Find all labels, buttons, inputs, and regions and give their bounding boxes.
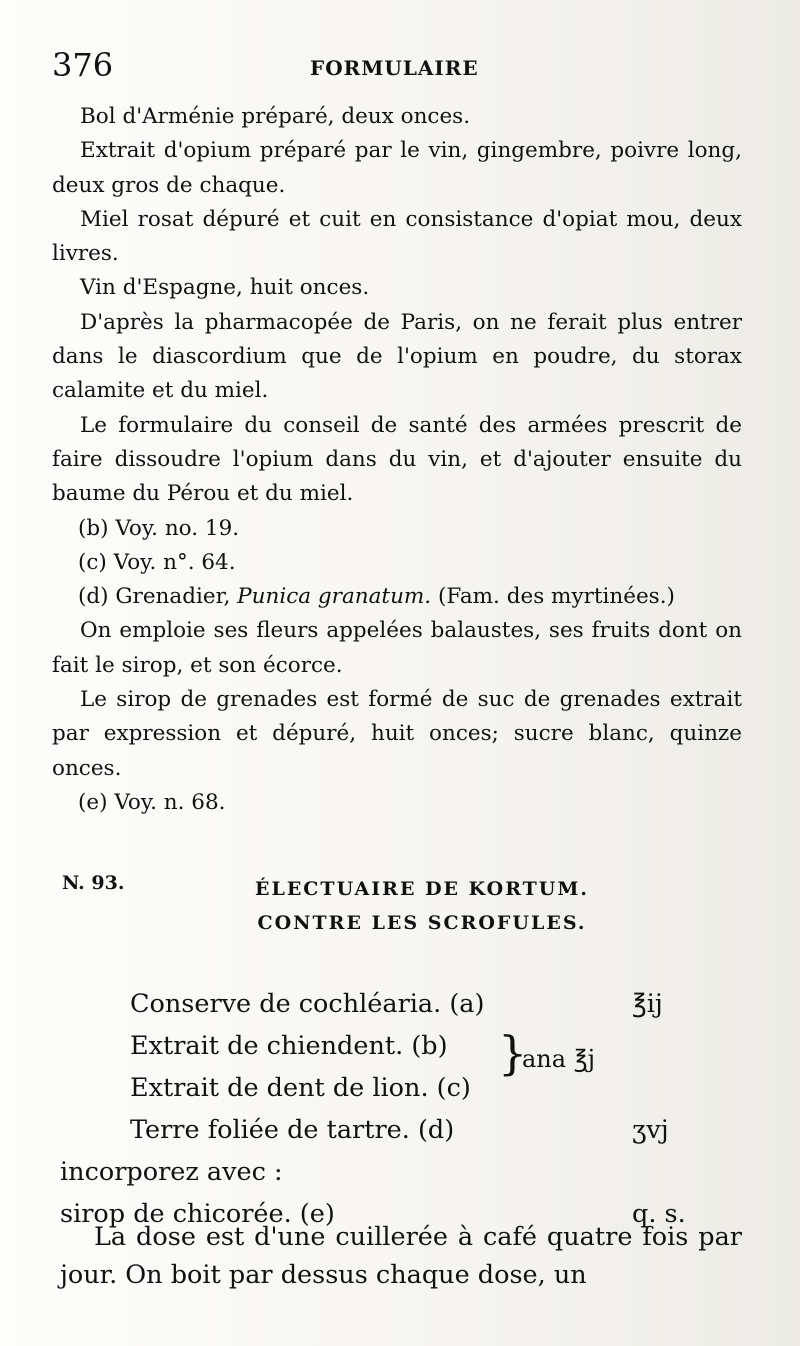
footnote-c: (c) Voy. n°. 64. [78, 549, 236, 575]
ana-dose: ana ℥j [522, 1045, 596, 1073]
footnote-d-start: (d) Grenadier, [78, 584, 231, 610]
ingredient-name: Conserve de cochléaria. (a) [130, 989, 485, 1019]
ingredient-name: Extrait de chiendent. (b) [130, 1031, 448, 1061]
ingredient-name: sirop de chicorée. (e) [60, 1199, 335, 1229]
paragraph: Vin d'Espagne, huit onces. [80, 275, 370, 301]
paragraph: Bol d'Arménie préparé, deux onces. [80, 104, 471, 129]
incorporate-text: incorporez avec : [60, 1157, 283, 1187]
recipe-title-line: CONTRE LES SCROFULES. [257, 912, 587, 934]
paragraph: Le formulaire du conseil de santé des armées prescrit de faire dissoudre l'opium dans du vin, et d'ajouter ensuite du baume du Pérou et du miel. [52, 412, 742, 507]
ingredient-row [60, 1025, 750, 1067]
incorporate-line [60, 1151, 750, 1193]
paragraph: Miel rosat dépuré et cuit en consistance d'opiat mou, deux livres. [52, 206, 742, 267]
paragraph: D'après la pharmacopée de Paris, on ne ferait plus entrer dans le diascordium que de l'opium en poudre, du storax calamite et du miel. [52, 309, 742, 404]
footnote-d-end: (Fam. des myrtinées.) [437, 584, 675, 610]
latin-name: Punica granatum. [237, 584, 432, 610]
footnote-b: (b) Voy. no. 19. [78, 515, 240, 541]
recipe-title [212, 872, 632, 940]
ingredient-name: Terre foliée de tartre. (d) [130, 1115, 455, 1145]
footnote-d-paragraph: On emploie ses fleurs appelées balaustes, ses fruits dont on fait le sirop, et son écorce. [52, 618, 742, 678]
footnote-d-paragraph: Le sirop de grenades est formé de suc de grenades extrait par expression et dépuré, huit onces; sucre blanc, quinze onces. [52, 687, 742, 781]
ingredient-row [60, 983, 750, 1025]
brace-icon: } [498, 1026, 528, 1080]
paragraph: Extrait d'opium préparé par le vin, gingembre, poivre long, deux gros de chaque. [52, 138, 742, 198]
recipe-title-line: ÉLECTUAIRE DE KORTUM. [254, 878, 590, 900]
ingredient-dose: q. s. [632, 1199, 686, 1229]
recipe-number: N. 93. [62, 872, 125, 894]
ingredient-list [60, 983, 750, 1235]
ingredient-row [60, 1109, 750, 1151]
dosage-text: La dose est d'une cuillerée à café quatre fois par jour. On boit par dessus chaque dose, un [60, 1222, 742, 1290]
ingredient-name: Extrait de dent de lion. (c) [130, 1073, 471, 1103]
dosage-paragraph [60, 1218, 742, 1294]
ingredient-row [60, 1067, 750, 1109]
ingredient-dose: ʒvj [632, 1115, 669, 1145]
ingredient-dose: ℥ij [632, 989, 663, 1019]
page-body [52, 100, 742, 820]
page-header [52, 46, 752, 86]
page-number: 376 [52, 46, 114, 84]
footnote-d [52, 580, 742, 614]
footnote-e: (e) Voy. n. 68. [78, 789, 226, 815]
running-head: FORMULAIRE [310, 56, 479, 80]
